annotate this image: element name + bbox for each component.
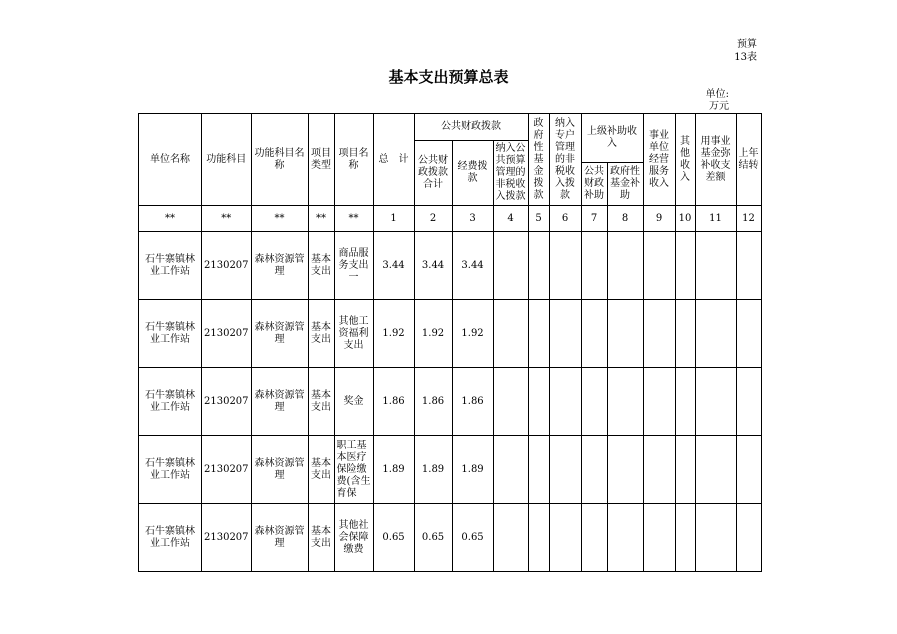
cell-public-total: 1.86 bbox=[414, 368, 452, 436]
budget-table bbox=[138, 113, 762, 572]
cell-expense: 1.86 bbox=[452, 368, 493, 436]
cell-empty bbox=[695, 368, 736, 436]
cell-total: 3.44 bbox=[373, 232, 414, 300]
cell-item-type: 基本支出 bbox=[308, 368, 334, 436]
cell-public-total: 3.44 bbox=[414, 232, 452, 300]
cell-func-name: 森林资源管理 bbox=[251, 300, 308, 368]
cell-item-type: 基本支出 bbox=[308, 504, 334, 572]
cell-item-name: 职工基本医疗保险缴费(含生育保 bbox=[336, 439, 371, 499]
cell-empty bbox=[549, 368, 581, 436]
table-row bbox=[139, 436, 762, 504]
header-func-name: 功能科目名称 bbox=[251, 114, 308, 206]
cell-empty bbox=[695, 504, 736, 572]
cell-empty bbox=[675, 436, 695, 504]
header-func-code: 功能科目 bbox=[202, 114, 252, 206]
cell-empty bbox=[528, 232, 549, 300]
cell-func-code: 2130207 bbox=[202, 232, 252, 300]
index-cell: 7 bbox=[581, 206, 607, 232]
header-business-income: 事业单位经营服务收入 bbox=[643, 114, 675, 206]
cell-empty bbox=[493, 436, 528, 504]
header-public-fiscal: 公共财政拨款 bbox=[414, 114, 528, 141]
cell-empty bbox=[493, 300, 528, 368]
cell-func-code: 2130207 bbox=[202, 504, 252, 572]
cell-empty bbox=[581, 436, 607, 504]
header-upper-subsidy: 上级补助收入 bbox=[581, 114, 643, 163]
cell-empty bbox=[675, 368, 695, 436]
cell-expense: 1.92 bbox=[452, 300, 493, 368]
cell-func-name: 森林资源管理 bbox=[251, 232, 308, 300]
cell-func-name: 森林资源管理 bbox=[251, 504, 308, 572]
cell-empty bbox=[675, 232, 695, 300]
cell-empty bbox=[528, 436, 549, 504]
cell-total: 1.86 bbox=[373, 368, 414, 436]
cell-total: 1.92 bbox=[373, 300, 414, 368]
index-cell: 1 bbox=[373, 206, 414, 232]
header-nontax-in-budget: 纳入公共预算管理的非税收入拨款 bbox=[493, 141, 528, 206]
cell-empty bbox=[695, 436, 736, 504]
cell-expense: 3.44 bbox=[452, 232, 493, 300]
cell-empty bbox=[493, 504, 528, 572]
cell-item-name: 奖金 bbox=[334, 368, 373, 436]
cell-public-total: 1.92 bbox=[414, 300, 452, 368]
cell-empty bbox=[549, 232, 581, 300]
header-item-type: 项目类型 bbox=[308, 114, 334, 206]
header-unit-name: 单位名称 bbox=[139, 114, 202, 206]
cell-empty bbox=[643, 436, 675, 504]
header-upper-public: 公共财政补助 bbox=[581, 163, 607, 206]
index-cell: ** bbox=[334, 206, 373, 232]
cell-empty bbox=[736, 504, 761, 572]
index-row bbox=[139, 206, 762, 232]
cell-item-name-cell bbox=[334, 436, 373, 504]
cell-unit: 石牛寨镇林业工作站 bbox=[139, 232, 202, 300]
cell-empty bbox=[528, 368, 549, 436]
cell-empty bbox=[581, 504, 607, 572]
header-expense-alloc: 经费拨款 bbox=[452, 141, 493, 206]
cell-public-total: 1.89 bbox=[414, 436, 452, 504]
cell-empty bbox=[549, 504, 581, 572]
unit-label bbox=[706, 89, 729, 113]
cell-unit: 石牛寨镇林业工作站 bbox=[139, 368, 202, 436]
cell-empty bbox=[607, 232, 643, 300]
cell-empty bbox=[581, 368, 607, 436]
cell-empty bbox=[581, 232, 607, 300]
cell-empty bbox=[643, 300, 675, 368]
index-cell: ** bbox=[308, 206, 334, 232]
index-cell: 4 bbox=[493, 206, 528, 232]
cell-item-type: 基本支出 bbox=[308, 232, 334, 300]
header-special-nontax: 纳入专户管理的非税收入拨款 bbox=[549, 114, 581, 206]
index-cell: ** bbox=[139, 206, 202, 232]
table-row bbox=[139, 232, 762, 300]
cell-empty bbox=[643, 232, 675, 300]
cell-empty bbox=[736, 300, 761, 368]
index-cell: 5 bbox=[528, 206, 549, 232]
cell-unit: 石牛寨镇林业工作站 bbox=[139, 300, 202, 368]
corner-label-line1: 预算 bbox=[737, 39, 757, 50]
cell-empty bbox=[736, 436, 761, 504]
unit-label-line2: 万元 bbox=[709, 101, 729, 112]
cell-expense: 1.89 bbox=[452, 436, 493, 504]
cell-empty bbox=[528, 300, 549, 368]
cell-empty bbox=[607, 436, 643, 504]
cell-empty bbox=[675, 300, 695, 368]
cell-empty bbox=[549, 300, 581, 368]
cell-empty bbox=[528, 504, 549, 572]
cell-empty bbox=[607, 300, 643, 368]
page-title: 基本支出预算总表 bbox=[388, 68, 509, 86]
cell-total: 1.89 bbox=[373, 436, 414, 504]
cell-func-name: 森林资源管理 bbox=[251, 436, 308, 504]
cell-empty bbox=[607, 504, 643, 572]
cell-unit: 石牛寨镇林业工作站 bbox=[139, 436, 202, 504]
header-gov-fund: 政府性基金拨款 bbox=[528, 114, 549, 206]
cell-item-type: 基本支出 bbox=[308, 300, 334, 368]
index-cell: 3 bbox=[452, 206, 493, 232]
header-item-name: 项目名称 bbox=[334, 114, 373, 206]
index-cell: 2 bbox=[414, 206, 452, 232]
cell-public-total: 0.65 bbox=[414, 504, 452, 572]
index-cell: 9 bbox=[643, 206, 675, 232]
index-cell: ** bbox=[251, 206, 308, 232]
header-fund-make-up: 用事业基金弥补收支差额 bbox=[695, 114, 736, 206]
index-cell: ** bbox=[202, 206, 252, 232]
table-number-label bbox=[734, 38, 757, 64]
cell-empty bbox=[581, 300, 607, 368]
index-cell: 12 bbox=[736, 206, 761, 232]
cell-empty bbox=[493, 232, 528, 300]
header-row-1 bbox=[139, 114, 762, 141]
table-row bbox=[139, 368, 762, 436]
cell-total: 0.65 bbox=[373, 504, 414, 572]
index-cell: 11 bbox=[695, 206, 736, 232]
header-carryover: 上年结转 bbox=[736, 114, 761, 206]
corner-label-line2: 13表 bbox=[734, 52, 757, 63]
cell-func-code: 2130207 bbox=[202, 300, 252, 368]
cell-empty bbox=[643, 504, 675, 572]
table-row bbox=[139, 504, 762, 572]
unit-label-line1: 单位: bbox=[705, 89, 729, 100]
cell-empty bbox=[643, 368, 675, 436]
cell-empty bbox=[607, 368, 643, 436]
header-other-income: 其他收入 bbox=[675, 114, 695, 206]
index-cell: 10 bbox=[675, 206, 695, 232]
cell-unit: 石牛寨镇林业工作站 bbox=[139, 504, 202, 572]
index-cell: 6 bbox=[549, 206, 581, 232]
cell-func-code: 2130207 bbox=[202, 368, 252, 436]
cell-empty bbox=[675, 504, 695, 572]
table-row bbox=[139, 300, 762, 368]
header-public-fiscal-total: 公共财政拨款合计 bbox=[414, 141, 452, 206]
cell-empty bbox=[736, 232, 761, 300]
cell-empty bbox=[493, 368, 528, 436]
cell-empty bbox=[695, 232, 736, 300]
cell-item-name: 其他社会保障缴费 bbox=[334, 504, 373, 572]
cell-empty bbox=[695, 300, 736, 368]
index-cell: 8 bbox=[607, 206, 643, 232]
cell-empty bbox=[736, 368, 761, 436]
cell-expense: 0.65 bbox=[452, 504, 493, 572]
cell-item-type: 基本支出 bbox=[308, 436, 334, 504]
header-total: 总 计 bbox=[373, 114, 414, 206]
cell-item-name: 商品服务支出一 bbox=[334, 232, 373, 300]
header-upper-gov-fund: 政府性基金补助 bbox=[607, 163, 643, 206]
cell-item-name: 其他工资福利支出 bbox=[334, 300, 373, 368]
cell-func-code: 2130207 bbox=[202, 436, 252, 504]
cell-empty bbox=[549, 436, 581, 504]
cell-func-name: 森林资源管理 bbox=[251, 368, 308, 436]
